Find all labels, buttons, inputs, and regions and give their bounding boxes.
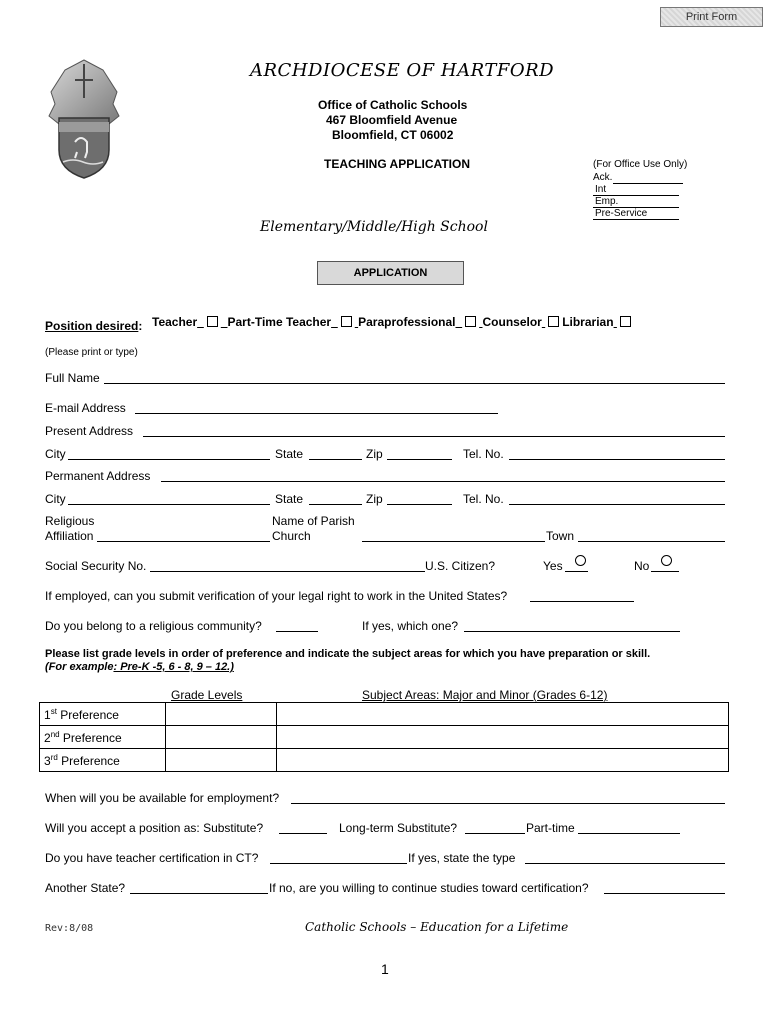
availability-question: When will you be available for employment? (45, 791, 280, 805)
position-teacher-label: Teacher (152, 315, 198, 329)
state-label-2: State (275, 492, 304, 506)
full-name-field[interactable] (104, 383, 725, 384)
city-label: City (45, 447, 66, 461)
long-term-label: Long-term Substitute? (339, 821, 458, 835)
office-use-preservice: Pre-Service (595, 208, 648, 219)
grade-instruction: Please list grade levels in order of preference and indicate the subject areas for which you have preparation or skill. (45, 648, 651, 660)
long-term-field[interactable] (465, 833, 525, 834)
citizen-yes-radio[interactable] (575, 555, 586, 566)
permanent-address-label: Permanent Address (45, 469, 151, 483)
footer-motto: Catholic Schools – Education for a Lifetime (305, 920, 569, 934)
archdiocese-seal-logo (45, 58, 123, 180)
application-section-box: APPLICATION (317, 261, 464, 285)
present-address-label: Present Address (45, 424, 134, 438)
office-city: Bloomfield, CT 06002 (332, 128, 454, 142)
ssn-field[interactable] (150, 571, 425, 572)
form-subtitle: Elementary/Middle/High School (260, 219, 488, 235)
preference-label: 2nd Preference (40, 726, 166, 749)
counselor-checkbox[interactable] (548, 316, 559, 327)
teacher-checkbox[interactable] (207, 316, 218, 327)
state-label: State (275, 447, 304, 461)
citizen-no-label: No (634, 559, 650, 573)
religious-affiliation-field[interactable] (97, 541, 270, 542)
state-field-2[interactable] (309, 504, 362, 505)
position-desired-row: Position desired: (45, 319, 143, 333)
preference-label: 3rd Preference (40, 749, 166, 772)
email-field[interactable] (135, 413, 498, 414)
town-label: Town (546, 529, 575, 543)
subject-areas-header: Subject Areas: Major and Minor (Grades 6-12) (362, 688, 608, 702)
which-one-label: If yes, which one? (362, 619, 459, 633)
email-label: E-mail Address (45, 401, 126, 415)
grade-level-cell[interactable] (166, 703, 277, 726)
grade-level-cell[interactable] (166, 726, 277, 749)
position-desired-label: Position desired (45, 319, 139, 333)
librarian-checkbox[interactable] (620, 316, 631, 327)
religious-community-question: Do you belong to a religious community? (45, 619, 262, 633)
table-row (40, 703, 729, 726)
tel-label: Tel. No. (463, 447, 504, 461)
continue-studies-field[interactable] (604, 893, 725, 894)
subject-area-cell[interactable] (277, 726, 729, 749)
position-options (152, 315, 634, 329)
office-street: 467 Bloomfield Avenue (326, 113, 458, 127)
office-use-emp: Emp. (595, 196, 619, 207)
preference-table (39, 702, 729, 772)
availability-field[interactable] (291, 803, 725, 804)
city-field-2[interactable] (68, 504, 270, 505)
subject-area-cell[interactable] (277, 703, 729, 726)
parish-name-label: Name of Parish (272, 514, 355, 528)
form-title: TEACHING APPLICATION (324, 157, 470, 171)
grade-example: (For example: Pre-K -5, 6 - 8, 9 – 12.) (45, 661, 234, 673)
archdiocese-title: ARCHDIOCESE OF HARTFORD (250, 60, 555, 81)
zip-field[interactable] (387, 459, 452, 460)
city-label-2: City (45, 492, 66, 506)
another-state-field[interactable] (130, 893, 268, 894)
church-field[interactable] (362, 541, 545, 542)
religious-community-field[interactable] (276, 631, 318, 632)
citizen-no-radio[interactable] (661, 555, 672, 566)
revision-label: Rev:8/08 (45, 923, 94, 934)
full-name-label: Full Name (45, 371, 100, 385)
state-field[interactable] (309, 459, 362, 460)
grade-levels-header: Grade Levels (171, 688, 243, 702)
zip-field-2[interactable] (387, 504, 452, 505)
religious-label: Religious (45, 514, 95, 528)
part-time-teacher-checkbox[interactable] (341, 316, 352, 327)
zip-label: Zip (366, 447, 383, 461)
position-paraprofessional-label: Paraprofessional (358, 315, 456, 329)
continue-studies-question: If no, are you willing to continue studies toward certification? (269, 881, 589, 895)
tel-field-2[interactable] (509, 504, 725, 505)
position-counselor-label: Counselor (482, 315, 542, 329)
page-number: 1 (381, 961, 389, 977)
certification-ct-question: Do you have teacher certification in CT? (45, 851, 259, 865)
substitute-field[interactable] (279, 833, 327, 834)
zip-label-2: Zip (366, 492, 383, 506)
which-one-field[interactable] (464, 631, 680, 632)
office-name: Office of Catholic Schools (318, 98, 468, 112)
table-row (40, 726, 729, 749)
ssn-label: Social Security No. (45, 559, 147, 573)
position-librarian-label: Librarian (562, 315, 614, 329)
present-address-field[interactable] (143, 436, 725, 437)
accept-position-question: Will you accept a position as: Substitute? (45, 821, 264, 835)
tel-label-2: Tel. No. (463, 492, 504, 506)
verification-question: If employed, can you submit verification of your legal right to work in the United States? (45, 589, 508, 603)
town-field[interactable] (578, 541, 725, 542)
church-label: Church (272, 529, 311, 543)
another-state-question: Another State? (45, 881, 126, 895)
permanent-address-field[interactable] (161, 481, 725, 482)
grade-level-cell[interactable] (166, 749, 277, 772)
table-row (40, 749, 729, 772)
certification-ct-field[interactable] (270, 863, 407, 864)
print-note: (Please print or type) (45, 347, 138, 358)
part-time-field[interactable] (578, 833, 680, 834)
subject-area-cell[interactable] (277, 749, 729, 772)
if-yes-state-label: If yes, state the type (408, 851, 516, 865)
paraprofessional-checkbox[interactable] (465, 316, 476, 327)
affiliation-label: Affiliation (45, 529, 94, 543)
city-field[interactable] (68, 459, 270, 460)
citizen-yes-label: Yes (543, 559, 563, 573)
office-use-label: (For Office Use Only) (593, 159, 688, 170)
office-use-ack: Ack. (593, 172, 613, 183)
office-use-int: Int (595, 184, 607, 195)
certification-type-field[interactable] (525, 863, 725, 864)
part-time-label: Part-time (526, 821, 575, 835)
verification-field[interactable] (530, 601, 634, 602)
citizen-label: U.S. Citizen? (425, 559, 496, 573)
print-form-button[interactable]: Print Form (660, 7, 763, 27)
preference-label: 1st Preference (40, 703, 166, 726)
position-part-time-label: Part-Time Teacher (227, 315, 332, 329)
tel-field[interactable] (509, 459, 725, 460)
